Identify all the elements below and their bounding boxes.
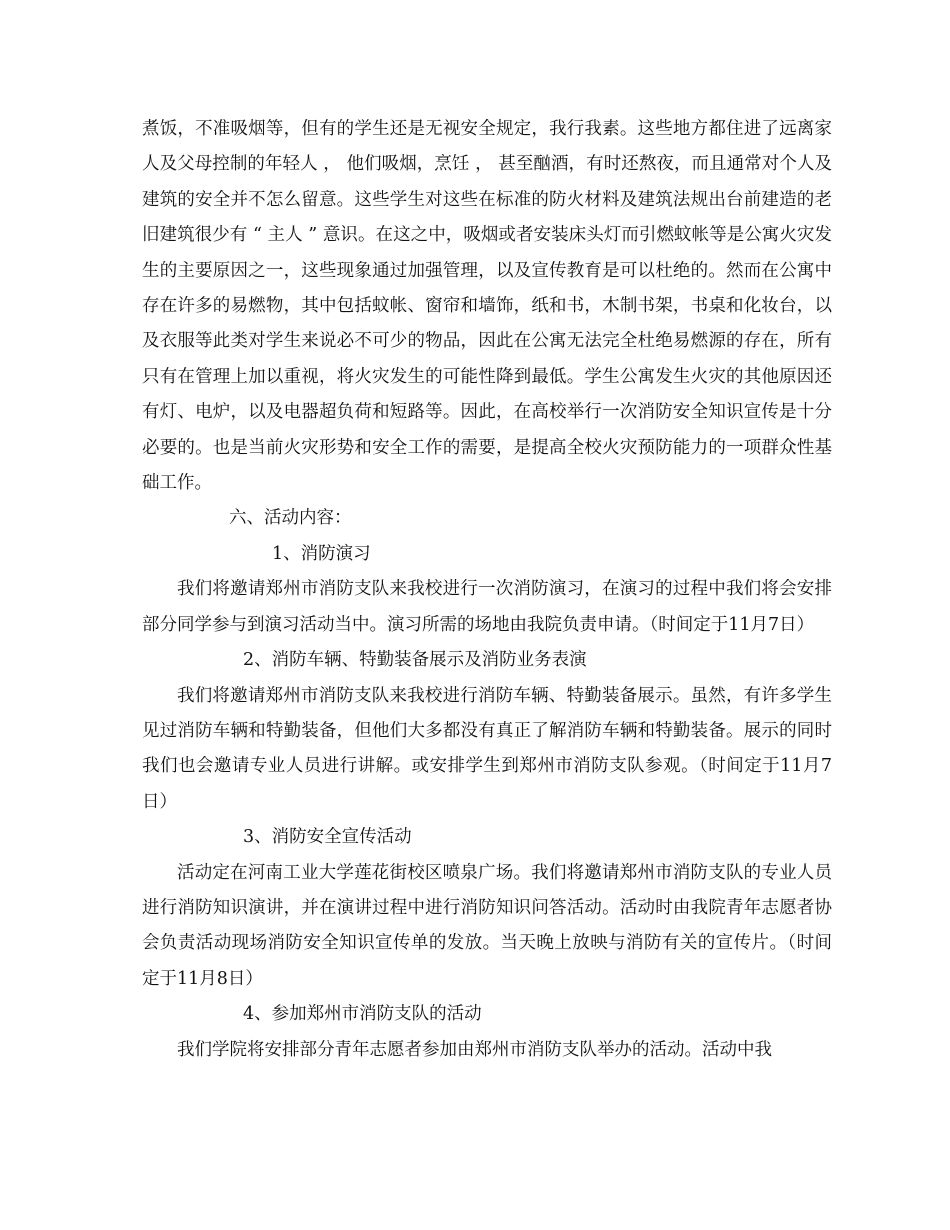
section-heading-activity-content: 六、活动内容： <box>229 508 352 529</box>
item-body-join-brigade-activities: 我们学院将安排部分青年志愿者参加由郑州市消防支队举办的活动。活动中我 <box>177 1039 772 1060</box>
item-heading-fire-drill: 1、消防演习 <box>272 543 371 564</box>
item-body-fire-drill: 我们将邀请郑州市消防支队来我校进行一次消防演习，在演习的过程中我们将会安排部分同学参与到演习活动当中。演习所需的场地由我院负责申请。（时间定于11月7日） <box>142 579 832 635</box>
item-heading-vehicle-display: 2、消防车辆、特勤装备展示及消防业务表演 <box>243 650 587 671</box>
intro-paragraph: 煮饭，不准吸烟等，但有的学生还是无视安全规定，我行我素。这些地方都住进了远离家人及父母控制的年轻人 ， 他们吸烟，烹饪 ， 甚至酗酒，有时还熬夜，而且通常对个人及建筑的安全并不怎么留意。这些学生对这些在标准的防火材料及建筑法规出台前建造的老旧建筑很少有 “ 主人 ” 意识。在这之中，吸烟或者安装床头灯而引燃蚊帐等是公寓火灾发生的主要原因之一，这些现象通过加强管理，以及宣传教育是可以杜绝的。然而在公寓中存在许多的易燃物，其中包括蚊帐、窗帘和墙饰，纸和书，木制书架，书桌和化妆台，以及衣服等此类对学生来说必不可少的物品，因此在公寓无法完全杜绝易燃源的存在，所有只有在管理上加以重视，将火灾发生的可能性降到最低。学生公寓发生火灾的其他原因还有灯、电炉，以及电器超负荷和短路等。因此，在高校举行一次消防安全知识宣传是十分必要的。也是当前火灾形势和安全工作的需要，是提高全校火灾预防能力的一项群众性基础工作。 <box>142 119 832 494</box>
item-heading-safety-publicity: 3、消防安全宣传活动 <box>243 827 412 848</box>
item-body-vehicle-display: 我们将邀请郑州市消防支队来我校进行消防车辆、特勤装备展示。虽然，有许多学生见过消防车辆和特勤装备，但他们大多都没有真正了解消防车辆和特勤装备。展示的同时我们也会邀请专业人员进行讲解。或安排学生到郑州市消防支队参观。（时间定于11月7日） <box>142 685 832 812</box>
document-body <box>142 112 832 1068</box>
item-heading-join-brigade-activities: 4、参加郑州市消防支队的活动 <box>243 1004 482 1025</box>
item-body-safety-publicity: 活动定在河南工业大学莲花街校区喷泉广场。我们将邀请郑州市消防支队的专业人员进行消防知识演讲，并在演讲过程中进行消防知识问答活动。活动时由我院青年志愿者协会负责活动现场消防安全知识宣传单的发放。当天晚上放映与消防有关的宣传片。（时间定于11月8日） <box>142 862 832 989</box>
